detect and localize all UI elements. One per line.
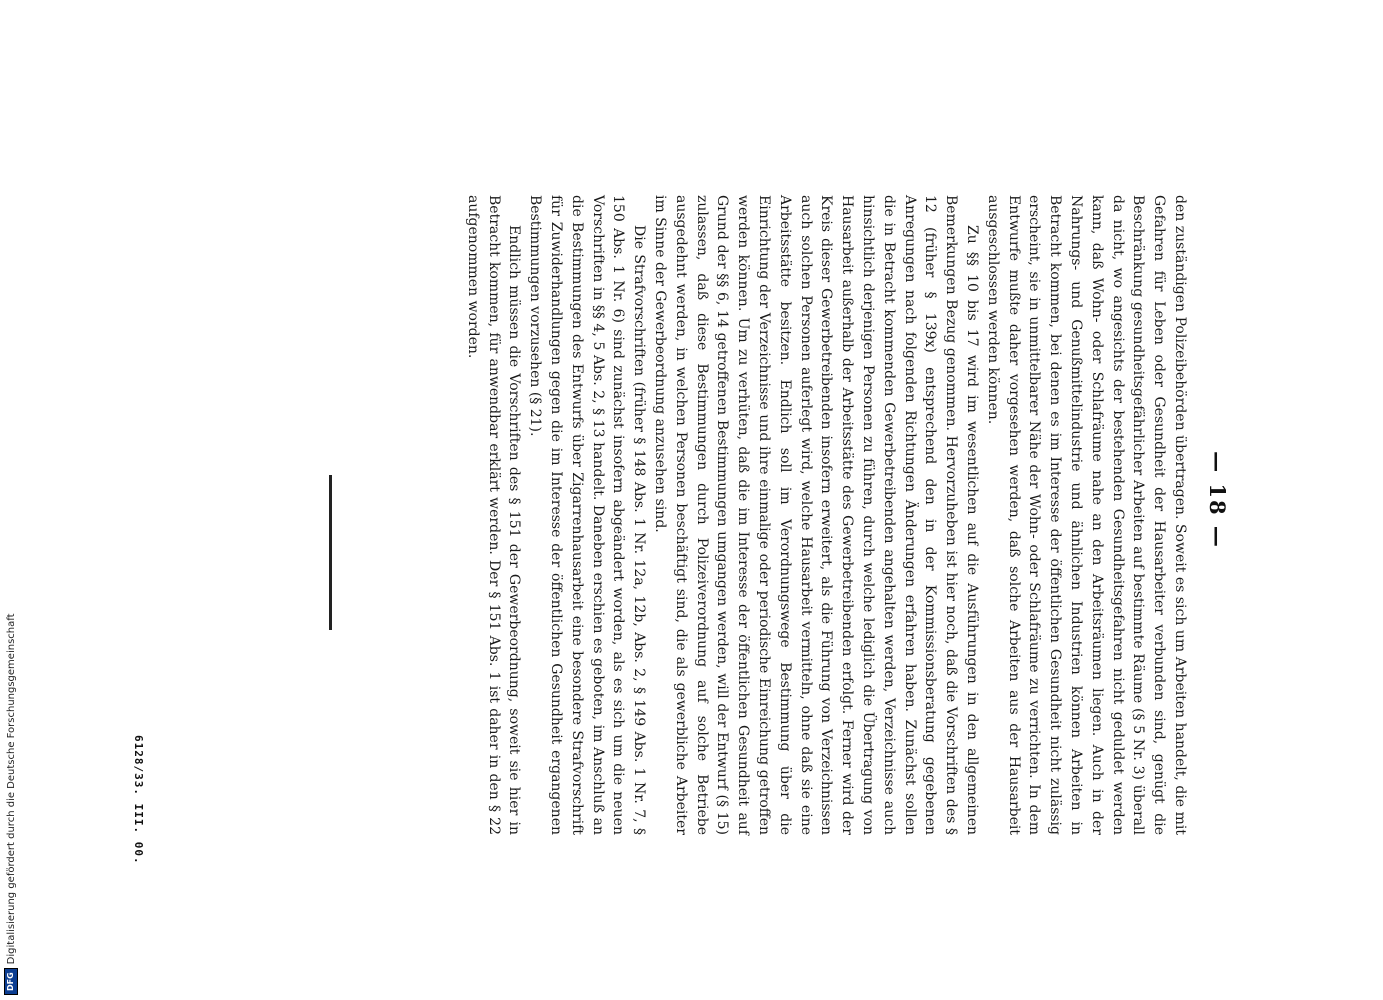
section-divider-rule: [329, 475, 332, 630]
paragraph-4: Endlich müssen die Vorschriften des § 151 der Gewerbeordnung, soweit sie hier in Betracht kommen, für anwendbar erklärt werden. Der § 151 Abs. 1 ist daher in den § 22 aufgenommen worden.: [464, 195, 523, 835]
file-reference: 6128/33. III. 00.: [132, 735, 145, 865]
page-number: — 18 —: [1205, 451, 1230, 549]
digitization-credit-text: Digitalisierung gefördert durch die Deutsche Forschungsgemeinschaft: [6, 613, 17, 965]
dfg-logo-icon: DFG: [4, 968, 18, 995]
digitization-credit: [4, 595, 18, 995]
paragraph-1: den zuständigen Polizeibehörden übertragen. Soweit es sich um Arbeiten handelt, die mit Gefahren für Leben oder Gesundheit der Hausarbeiter verbunden sind, genügt die Beschränkung gesundheitsgefährlicher Arbeiten auf bestimmte Räume (§ 5 Nr. 3) überall da nicht, wo angesichts der bestehenden Gesundheitsgefahren nicht geduldet werden kann, daß Wohn- oder Schlafräume nahe an den Arbeitsräumen liegen. Auch in der Nahrungs- und Genußmittelindustrie und ähnlichen Industrien können Arbeiten in Betracht kommen, bei denen es im Interesse der öffentlichen Gesundheit nicht zulässig erscheint, sie in unmittelbarer Nähe der Wohn- oder Schlafräume zu verrichten. In dem Entwurfe mußte daher vorgesehen werden, daß solche Arbeiten aus der Hausarbeit ausgeschlossen werden können.: [984, 195, 1188, 835]
digitization-sidebar: [0, 0, 22, 1000]
scanned-page: [132, 175, 1230, 875]
paragraph-3: Die Strafvorschriften (früher § 148 Abs. 1 Nr. 12a, 12b, Abs. 2, § 149 Abs. 1 Nr. 7, § 150 Abs. 1 Nr. 6) sind zunächst insofern abgeändert worden, als es sich um die neuen Vorschriften in §§ 4, 5 Abs. 2, § 13 handelt. Daneben erschien es geboten, im Anschluß an die Bestimmungen des Entwurfs über Zigarrenhausarbeit eine besondere Strafvorschrift für Zuwiderhandlungen gegen die im Interesse der öffentlichen Gesundheit ergangenen Bestimmungen vorzusehen (§ 21).: [527, 195, 648, 835]
paragraph-2: Zu §§ 10 bis 17 wird im wesentlichen auf die Ausführungen in den allgemeinen Bemerkungen Bezug genommen. Hervorzuheben ist hier noch, daß die Vorschriften des § 12 (früher § 139x) entsprechend den in der Kommissionsberatung gegebenen Anregungen nach folgenden Richtungen Änderungen erfahren haben. Zunächst sollen die in Betracht kommenden Gewerbetreibenden angehalten werden, Verzeichnisse auch hinsichtlich derjenigen Personen zu führen, durch welche lediglich die Übertragung von Hausarbeit außerhalb der Arbeitsstätte des Gewerbetreibenden erfolgt. Ferner wird der Kreis dieser Gewerbetreibenden insofern erweitert, als die Führung von Verzeichnissen auch solchen Personen auferlegt wird, welche Hausarbeit vermitteln, ohne daß sie eine Arbeitsstätte besitzen. Endlich soll im Verordnungswege Bestimmung über die Einrichtung der Verzeichnisse und ihre einmalige oder periodische Einreichung getroffen werden können. Um zu verhüten, daß die im Interesse der öffentlichen Gesundheit auf Grund der §§ 6, 14 getroffenen Bestimmungen umgangen werden, will der Entwurf (§ 15) zulassen, daß diese Bestimmungen durch Polizeiverordnung auf solche Betriebe ausgedehnt werden, in welchen Personen beschäftigt sind, die als gewerbliche Arbeiter im Sinne der Gewerbeordnung anzusehen sind.: [652, 195, 981, 835]
body-text: [462, 195, 1190, 835]
